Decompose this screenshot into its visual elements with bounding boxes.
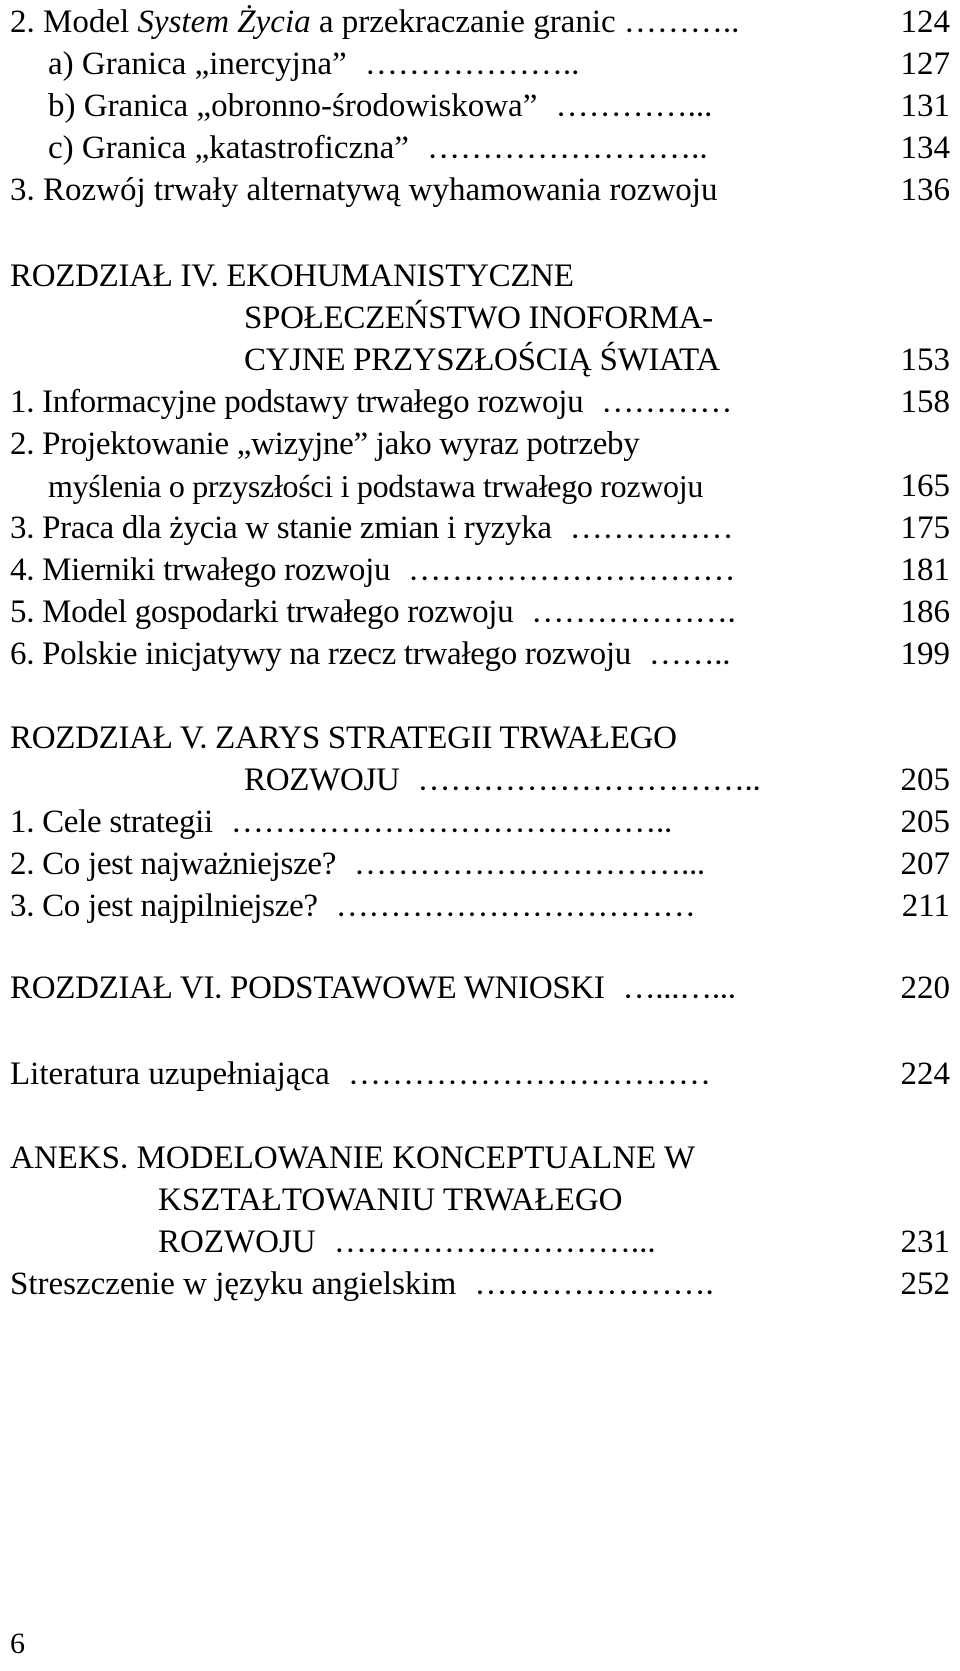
- chapter-heading-vi: [10, 966, 736, 1010]
- toc-leader-dots: …………...: [555, 88, 713, 124]
- toc-page-number: 134: [900, 130, 950, 166]
- toc-leader-dots: ……..: [648, 636, 731, 672]
- toc-leader-dots: …...…...: [622, 970, 736, 1006]
- chapter-heading-v-line-2: [244, 758, 760, 802]
- toc-leader-dots: ………..: [623, 4, 740, 40]
- toc-entry-title: 6. Polskie inicjatywy na rzecz trwałego rozwoju: [10, 636, 631, 672]
- toc-entry-projektowanie-wizyjne-line-1: 2. Projektowanie „wizyjne” jako wyraz potrzeby: [10, 426, 640, 462]
- toc-leader-dots: …………: [601, 384, 733, 420]
- toc-entry-praca-dla-zycia: [10, 506, 733, 550]
- toc-entry-informacyjne-podstawy: [10, 380, 732, 424]
- toc-entry-polskie-inicjatywy: [10, 632, 730, 676]
- toc-page-number: 231: [900, 1224, 950, 1260]
- toc-page-number: 127: [900, 46, 950, 82]
- toc-entry-title: ROZWOJU: [158, 1224, 316, 1260]
- toc-entry-title: a) Granica „inercyjna”: [48, 46, 347, 82]
- toc-page-number: 158: [900, 384, 950, 420]
- toc-page-number: 165: [900, 468, 950, 504]
- toc-entry-granica-obronno-srodowiskowa: [48, 84, 712, 128]
- toc-leader-dots: ………………….: [474, 1266, 714, 1302]
- toc-entry-granica-inercyjna: [48, 42, 579, 86]
- toc-entry-title: ROZDZIAŁ VI. PODSTAWOWE WNIOSKI: [10, 970, 605, 1006]
- toc-page-number: 199: [900, 636, 950, 672]
- toc-page-number: 207: [900, 846, 950, 882]
- chapter-heading-iv-line-3: CYJNE PRZYSZŁOŚCIĄ ŚWIATA: [244, 342, 720, 378]
- toc-page-number: 175: [900, 510, 950, 546]
- toc-entry-title: 2. Co jest najważniejsze?: [10, 846, 337, 882]
- toc-entry-prefix: 2. Model: [10, 4, 138, 40]
- toc-entry-title: b) Granica „obronno-środowiskowa”: [48, 88, 538, 124]
- toc-entry-co-najwazniejsze: [10, 842, 705, 886]
- toc-leader-dots: …………………………: [408, 552, 736, 588]
- toc-entry-title: 3. Co jest najpilniejsze?: [10, 888, 318, 924]
- toc-page-number: 153: [900, 342, 950, 378]
- chapter-heading-iv-line-2: SPOŁECZEŃSTWO INOFORMA-: [244, 300, 713, 336]
- toc-page-number: 224: [900, 1056, 950, 1092]
- toc-page-number: 220: [900, 970, 950, 1006]
- toc-page-number: 124: [900, 4, 950, 40]
- footer-page-number: 6: [10, 1627, 25, 1660]
- toc-entry-mierniki: [10, 548, 735, 592]
- toc-entry-emphasis: System Życia: [137, 4, 311, 40]
- toc-page-number: 205: [900, 804, 950, 840]
- chapter-heading-iv-line-1: ROZDZIAŁ IV. EKOHUMANISTYCZNE: [10, 258, 574, 294]
- toc-entry-model-system-zycia: [10, 0, 739, 44]
- toc-leader-dots: ……………….: [531, 594, 736, 630]
- annex-heading-line-3: [158, 1220, 656, 1264]
- toc-leader-dots: ……………………………: [335, 888, 696, 924]
- toc-entry-projektowanie-wizyjne-line-2: myślenia o przyszłości i podstawa trwałego rozwoju: [48, 468, 704, 504]
- toc-entry-title: c) Granica „katastroficzna”: [48, 130, 409, 166]
- toc-page-number: 186: [900, 594, 950, 630]
- toc-entry-title: 3. Praca dla życia w stanie zmian i ryzyka: [10, 510, 552, 546]
- toc-entry-title: Literatura uzupełniająca: [10, 1056, 330, 1092]
- toc-page-number: 205: [900, 762, 950, 798]
- toc-entry-title: 1. Cele strategii: [10, 804, 213, 840]
- toc-page-number: 136: [900, 172, 950, 208]
- toc-entry-rozwoj-trwaly: [10, 168, 717, 212]
- toc-page-number: 131: [900, 88, 950, 124]
- toc-leader-dots: ……………………..: [427, 130, 708, 166]
- toc-entry-granica-katastroficzna: [48, 126, 708, 170]
- toc-entry-cele-strategii: [10, 800, 672, 844]
- toc-leader-dots: ……………………………: [347, 1056, 711, 1092]
- chapter-heading-v-line-1: ROZDZIAŁ V. ZARYS STRATEGII TRWAŁEGO: [10, 720, 677, 756]
- toc-entry-model-gospodarki: [10, 590, 735, 634]
- toc-page-number: 181: [900, 552, 950, 588]
- toc-entry-streszczenie: [10, 1262, 714, 1306]
- toc-entry-title: ROZWOJU: [244, 762, 400, 798]
- toc-leader-dots: ………………………...: [333, 1224, 656, 1260]
- toc-entry-title: 5. Model gospodarki trwałego rozwoju: [10, 594, 514, 630]
- toc-entry-title: Streszczenie w języku angielskim: [10, 1266, 457, 1302]
- toc-leader-dots: …………………………………..: [230, 804, 672, 840]
- toc-entry-co-najpilniejsze: [10, 884, 695, 928]
- toc-page-number: 211: [901, 888, 950, 924]
- toc-entry-title: 4. Mierniki trwałego rozwoju: [10, 552, 391, 588]
- annex-heading-line-2: KSZTAŁTOWANIU TRWAŁEGO: [158, 1182, 623, 1218]
- toc-entry-title: 1. Informacyjne podstawy trwałego rozwoju: [10, 384, 584, 420]
- toc-leader-dots: …………………………...: [354, 846, 705, 882]
- toc-leader-dots: ……………: [569, 510, 734, 546]
- toc-page-number: 252: [900, 1266, 950, 1302]
- toc-leader-dots: …………………………..: [417, 762, 761, 798]
- toc-entry-title: 3. Rozwój trwały alternatywą wyhamowania rozwoju: [10, 172, 718, 208]
- toc-leader-dots: ………………..: [364, 46, 580, 82]
- toc-entry-literatura: [10, 1052, 711, 1096]
- toc-entry-suffix: a przekraczanie granic: [310, 4, 616, 40]
- annex-heading-line-1: ANEKS. MODELOWANIE KONCEPTUALNE W: [10, 1140, 695, 1176]
